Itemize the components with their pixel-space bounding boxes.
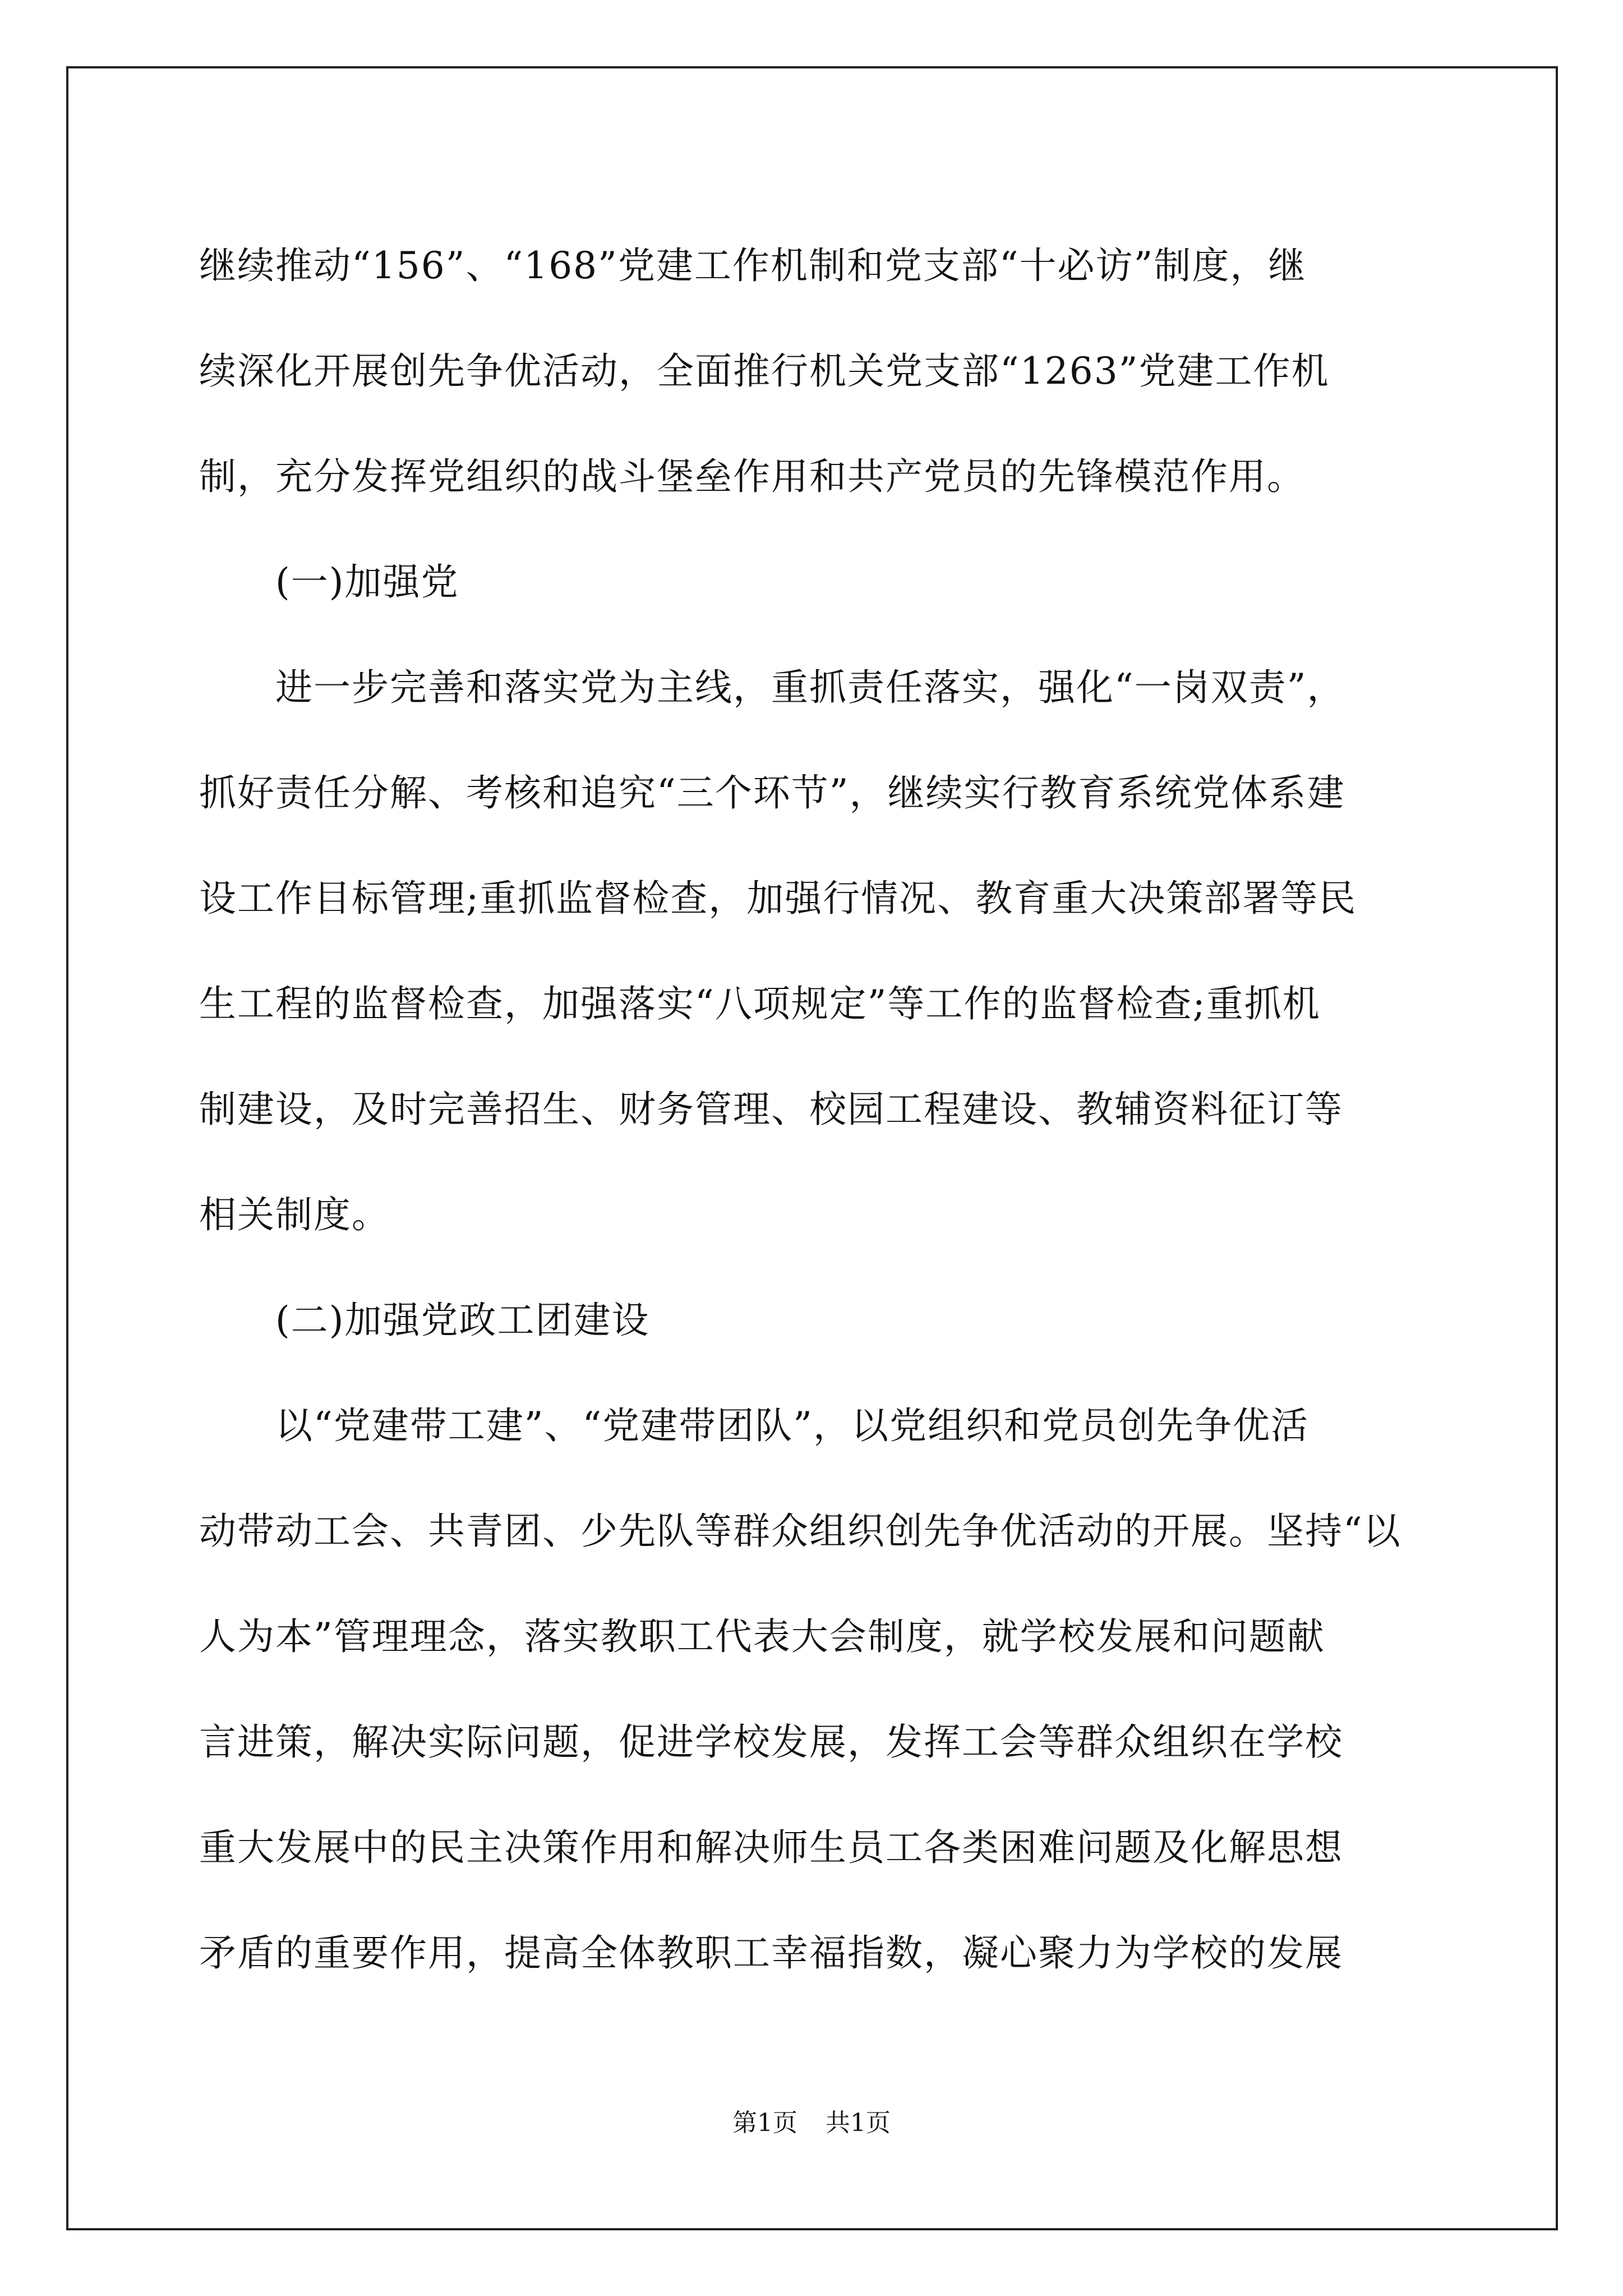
- text-line: 抓好责任分解、考核和追究“三个环节”，继续实行教育系统党体系建: [199, 771, 1345, 815]
- text-line: 设工作目标管理;重抓监督检查，加强行情况、教育重大决策部署等民: [199, 877, 1357, 920]
- section-heading: (二)加强党政工团建设: [199, 1299, 650, 1342]
- text-line: 重大发展中的民主决策作用和解决师生员工各类困难问题及化解思想: [199, 1826, 1343, 1869]
- section-heading: (一)加强党: [199, 560, 459, 604]
- text-line: 以“党建带工建”、“党建带团队”，以党组织和党员创先争优活: [199, 1404, 1309, 1447]
- page-footer: [0, 2106, 1623, 2140]
- text-line: 动带动工会、共青团、少先队等群众组织创先争优活动的开展。坚持“以: [199, 1510, 1401, 1553]
- page-number: 第1页: [732, 2109, 797, 2137]
- text-line: 生工程的监督检查，加强落实“八项规定”等工作的监督检查;重抓机: [199, 982, 1321, 1025]
- document-body: [199, 213, 1433, 2006]
- text-line: 人为本”管理理念，落实教职工代表大会制度，就学校发展和问题献: [199, 1615, 1325, 1658]
- text-line: 续深化开展创先争优活动，全面推行机关党支部“1263”党建工作机: [199, 349, 1330, 393]
- text-line: 言进策，解决实际问题，促进学校发展，发挥工会等群众组织在学校: [199, 1720, 1343, 1764]
- text-line: 进一步完善和落实党为主线，重抓责任落实，强化“一岗双责”，: [199, 666, 1345, 709]
- text-line: 制，充分发挥党组织的战斗堡垒作用和共产党员的先锋模范作用。: [199, 455, 1305, 498]
- text-line: 矛盾的重要作用，提高全体教职工幸福指数，凝心聚力为学校的发展: [199, 1931, 1343, 1975]
- text-line: 制建设，及时完善招生、财务管理、校园工程建设、教辅资料征订等: [199, 1088, 1343, 1131]
- text-line: 继续推动“156”、“168”党建工作机制和党支部“十必访”制度，继: [199, 244, 1307, 287]
- text-line: 相关制度。: [199, 1193, 390, 1236]
- page-total: 共1页: [826, 2109, 891, 2137]
